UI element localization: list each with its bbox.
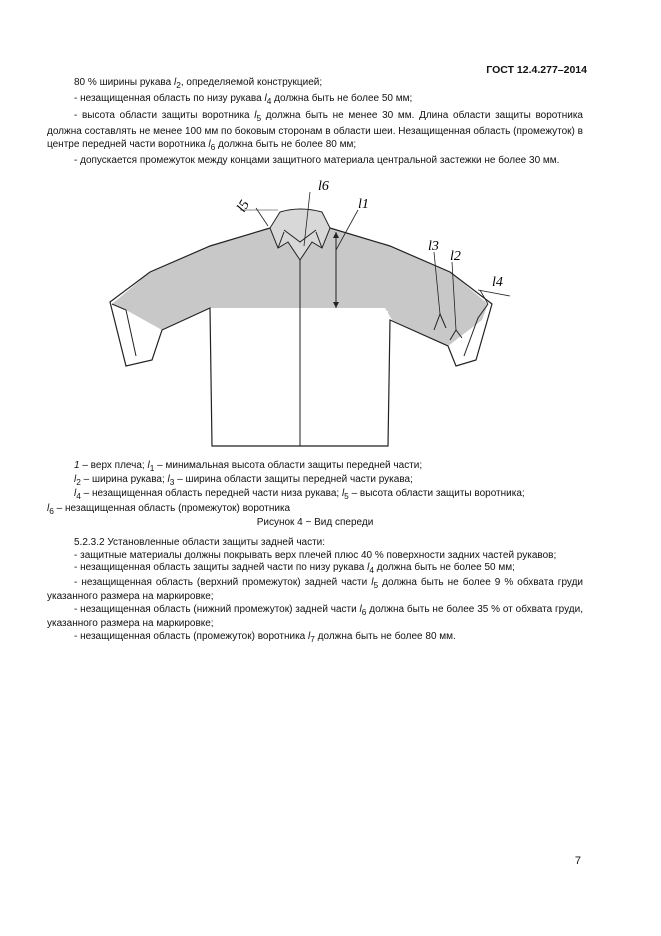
document-header: ГОСТ 12.4.277–2014	[486, 64, 587, 76]
text-line-1: 80 % ширины рукава $l_2$, определяемой конструкцией;	[74, 77, 323, 90]
section-5-2-3-2	[47, 537, 583, 645]
text-line-3: - высота области защиты воротника $l_5$ должна быть не менее 30 мм. Длина области защиты воротника должна составлять не менее 100 мм по боковым сторонам в области шеи. Незащищенная область (промежуток) в центре передней части воротника $l_6$ должна быть не более 80 мм;	[47, 109, 583, 153]
section-item-3: - незащищенная область (верхний промежуток) задней части $l_5$ должна быть не более 9 % обхвата груди указанного размера на маркировке;	[47, 576, 583, 602]
section-item-5: - незащищенная область (промежуток) воротника $l_7$ должна быть не более 80 мм.	[74, 630, 456, 644]
text-line-2: - незащищенная область по низу рукава $l_4$ должна быть не более 50 мм;	[74, 93, 413, 107]
protected-area-left	[112, 226, 300, 330]
section-heading: 5.2.3.2 Установленные области защиты задней части:	[74, 537, 326, 548]
text-line-4: - допускается промежуток между концами защитного материала центральной застежки не более 30 мм.	[74, 155, 560, 167]
label-l4: l4	[492, 275, 503, 290]
section-item-4: - незащищенная область (нижний промежуток) задней части $l_6$ должна быть не более 35 % от обхвата груди, указанного размера на маркировке;	[47, 603, 583, 629]
section-item-2: - незащищенная область защиты задней части по низу рукава $l_4$ должна быть не более 50 мм;	[74, 562, 515, 575]
label-l3: l3	[428, 239, 439, 254]
jacket-diagram	[100, 170, 520, 450]
page-number: 7	[574, 855, 581, 867]
label-l2: l2	[450, 249, 461, 264]
label-l1: l1	[358, 197, 369, 212]
section-item-1: - защитные материалы должны покрывать верх плечей плюс 40 % поверхности задних частей рукавов;	[74, 549, 557, 561]
figure-title: Рисунок 4 − Вид спереди	[256, 516, 374, 528]
figure-caption: 1 – верх плеча; $l_1$ – минимальная высота области защиты передней части; $l_2$ – ширина рукава; $l_3$ – ширина области защиты передней части рукава; $l_4$ – незащищенная область передней части низа рукава; $l_5$ – высота области защиты воротника; $l_6$ – незащищенная область (промежуток) воротника Рисунок 4 − Вид спереди	[47, 460, 583, 529]
requirements-text	[47, 76, 583, 168]
protected-area-right	[300, 226, 488, 346]
label-l6: l6	[318, 179, 329, 194]
jacket-front-figure	[100, 170, 520, 455]
label-l5: l5	[234, 197, 253, 215]
